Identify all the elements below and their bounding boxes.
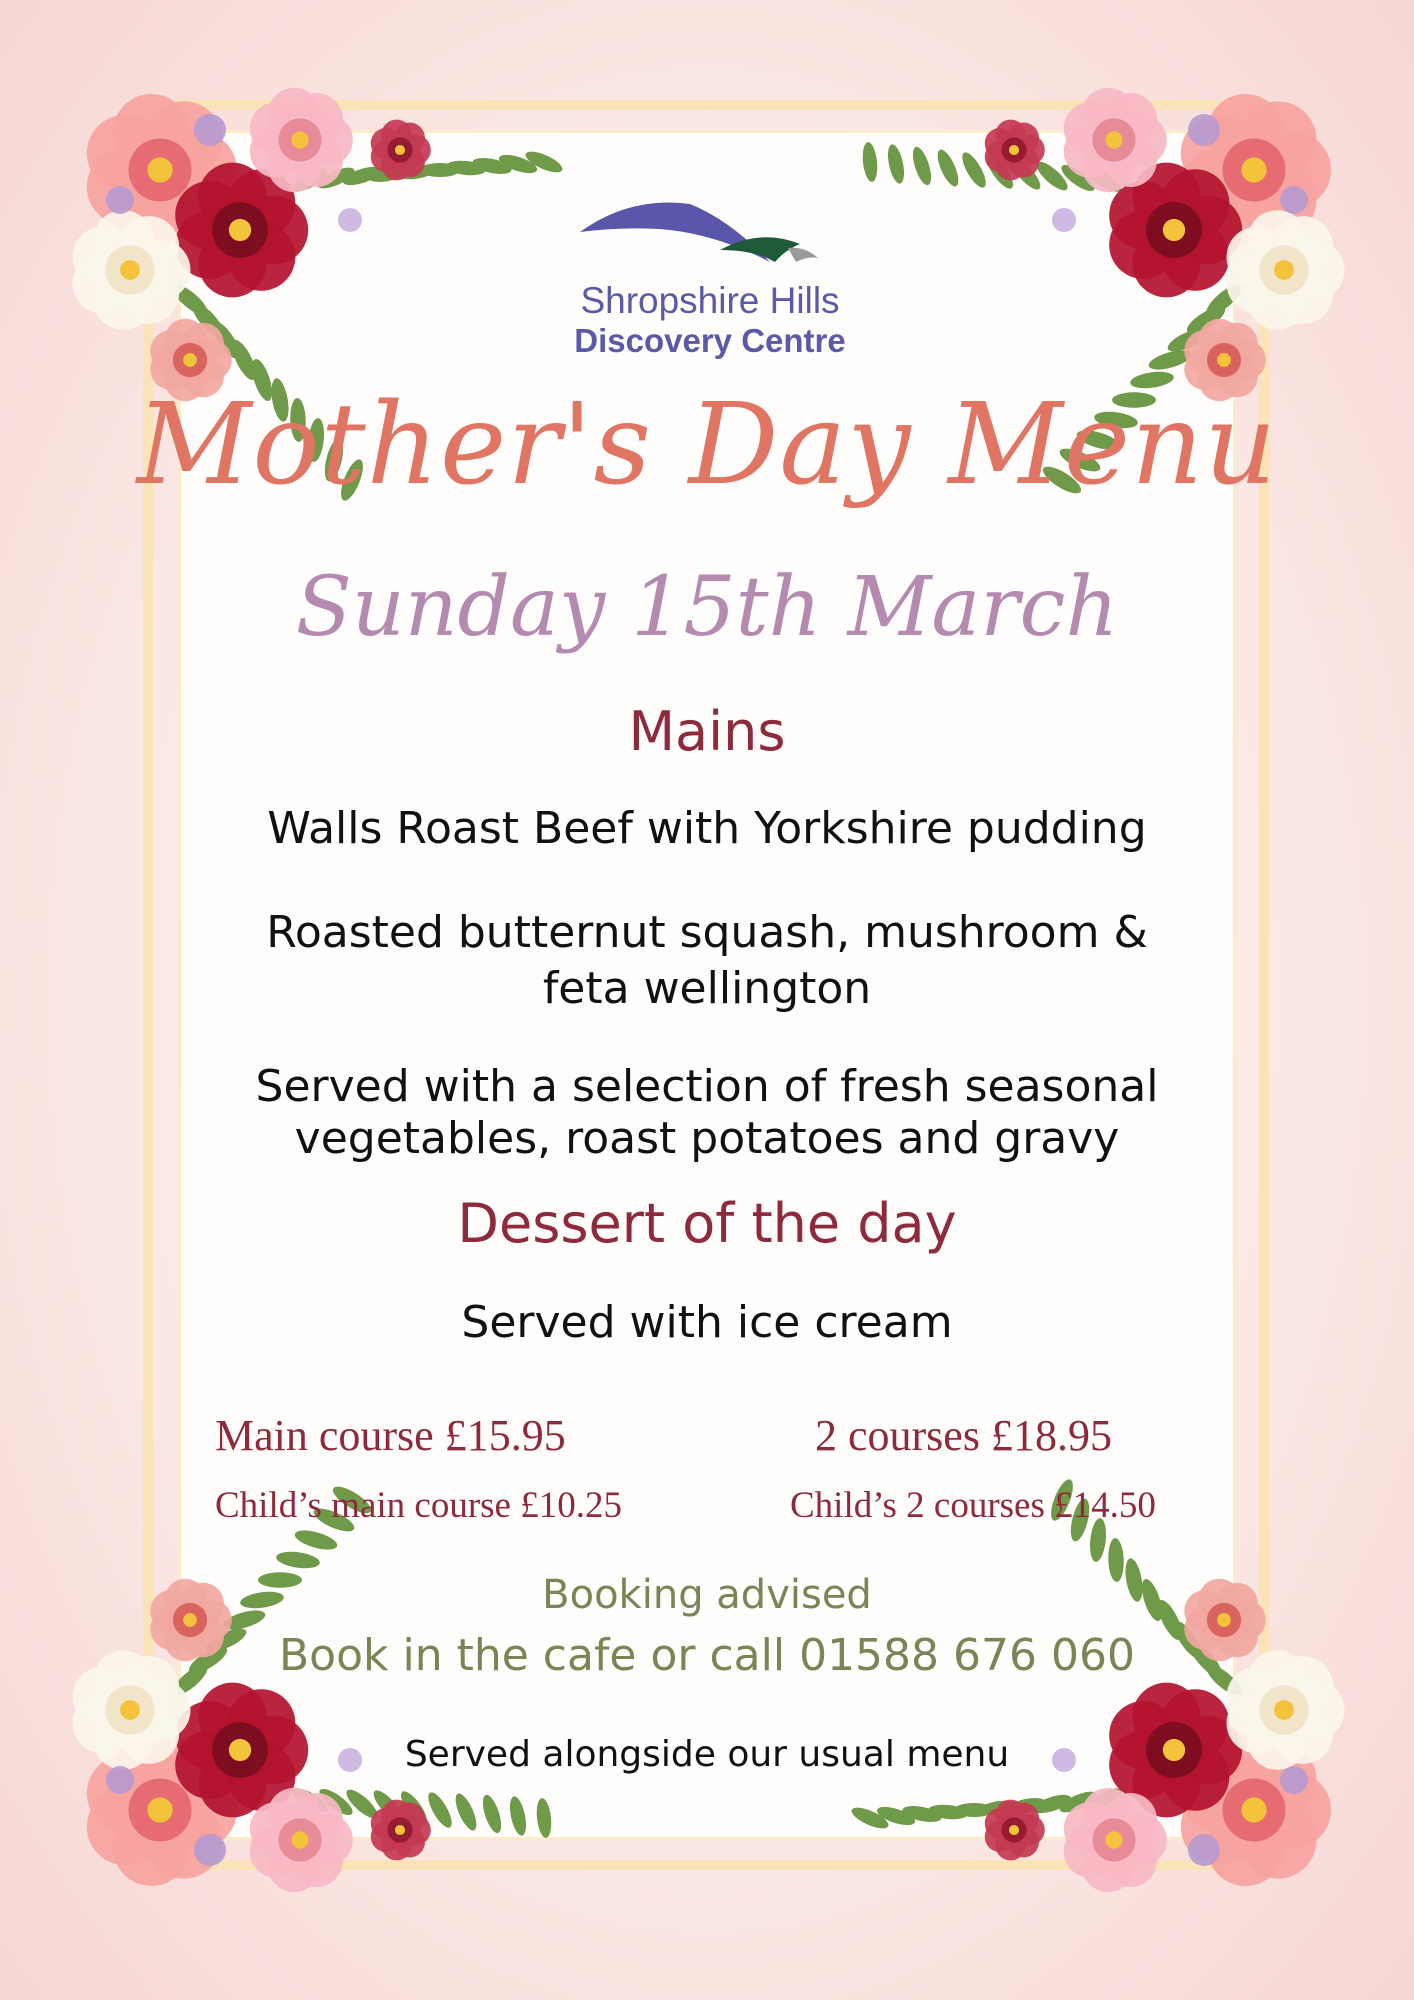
logo-text-line1: Shropshire Hills [580,280,840,321]
mains-served-line1: Served with a selection of fresh seasonal [255,1061,1159,1112]
price-main-course: Main course £15.95 [215,1411,566,1460]
booking-advised: Booking advised [542,1572,872,1618]
logo-mark-icon [560,200,860,280]
mains-item-wellington-line2: feta wellington [542,963,872,1014]
price-child-main: Child’s main course £10.25 [215,1485,622,1526]
dessert-heading: Dessert of the day [457,1192,957,1255]
footer-note: Served alongside our usual menu [404,1734,1010,1775]
dessert-note: Served with ice cream [461,1297,953,1348]
price-child-two: Child’s 2 courses £14.50 [790,1485,1156,1526]
logo [560,200,860,360]
price-two-courses: 2 courses £18.95 [815,1411,1112,1460]
mains-item-wellington-line1: Roasted butternut squash, mushroom & [266,907,1148,958]
mains-heading: Mains [628,700,786,763]
menu-title: Mother's Day Menu [136,380,1278,510]
logo-text-line2: Discovery Centre [574,322,846,359]
menu-date: Sunday 15th March [295,560,1119,655]
mains-item-beef: Walls Roast Beef with Yorkshire pudding [267,803,1147,854]
booking-call: Book in the cafe or call 01588 676 060 [279,1630,1135,1681]
mains-served-line2: vegetables, roast potatoes and gravy [294,1113,1120,1164]
